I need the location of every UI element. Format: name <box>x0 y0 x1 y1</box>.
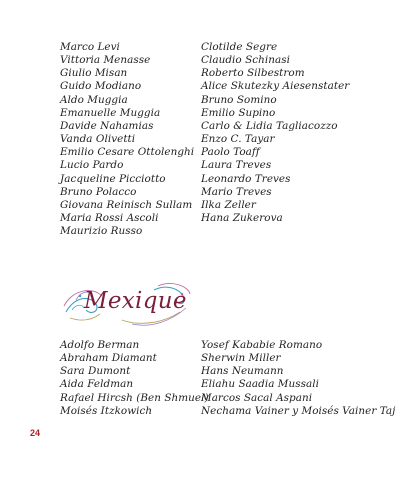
list-item: Hana Zukerova <box>201 212 283 225</box>
list-item: Abraham Diamant <box>60 352 157 365</box>
list-item: Jacqueline Picciotto <box>60 172 166 185</box>
list-item: Eliahu Saadia Mussali <box>201 378 319 391</box>
list-item: Yosef Kababie Romano <box>201 339 323 351</box>
page-number: 24 <box>30 428 41 438</box>
list-item: Alice Skutezky Aiesenstater <box>201 80 350 93</box>
list-item: Hans Neumann <box>201 365 284 378</box>
list-item: Enzo C. Tayar <box>201 133 275 146</box>
list-item: Bruno Somino <box>201 93 277 106</box>
list-item: Leonardo Treves <box>201 172 291 185</box>
list-item: Sara Dumont <box>60 365 131 378</box>
list-item: Vittoria Menasse <box>60 54 151 67</box>
list-item: Emilio Supino <box>201 106 276 119</box>
list-item: Adolfo Berman <box>60 339 140 351</box>
list-item: Emilio Cesare Ottolenghi <box>60 146 195 159</box>
list-item: Ilka Zeller <box>201 198 256 211</box>
list-item: Davide Nahamias <box>60 119 154 132</box>
list-item: Laura Treves <box>201 159 272 172</box>
list-item: Sherwin Miller <box>201 352 281 365</box>
list-item: Marco Levi <box>60 41 120 53</box>
list-item: Aida Feldman <box>60 378 134 391</box>
list-item: Carlo & Lidia Tagliacozzo <box>201 119 338 132</box>
section-title: Mexique <box>84 288 187 314</box>
names-column-right <box>201 339 395 418</box>
list-item: Marcos Sacal Aspani <box>201 391 313 404</box>
list-item: Guido Modiano <box>60 80 142 93</box>
list-item: Mario Treves <box>201 185 272 198</box>
list-item: Moisés Itzkowich <box>60 404 153 417</box>
list-item: Rafael Hircsh (Ben Shmuel) <box>60 391 209 404</box>
list-item: Vanda Olivetti <box>60 133 136 146</box>
list-item: Giulio Misan <box>60 67 128 80</box>
list-item: Emanuelle Muggia <box>60 106 161 119</box>
list-item: Claudio Schinasi <box>201 54 290 67</box>
names-column-left <box>60 41 194 238</box>
list-item: Nechama Vainer y Moisés Vainer Taj <box>201 404 396 417</box>
list-item: Maria Rossi Ascoli <box>60 212 159 225</box>
list-item: Roberto Silbestrom <box>201 67 305 80</box>
list-item: Aldo Muggia <box>60 93 128 106</box>
names-column-left <box>60 339 209 418</box>
list-item: Maurizio Russo <box>60 225 143 238</box>
names-column-right <box>201 41 349 225</box>
section-heading <box>62 282 192 328</box>
list-item: Giovana Reinisch Sullam <box>60 198 193 211</box>
list-item: Lucio Pardo <box>60 159 124 172</box>
list-item: Bruno Polacco <box>60 185 137 198</box>
list-item: Paolo Toaff <box>201 146 260 159</box>
list-item: Clotilde Segre <box>201 41 278 53</box>
